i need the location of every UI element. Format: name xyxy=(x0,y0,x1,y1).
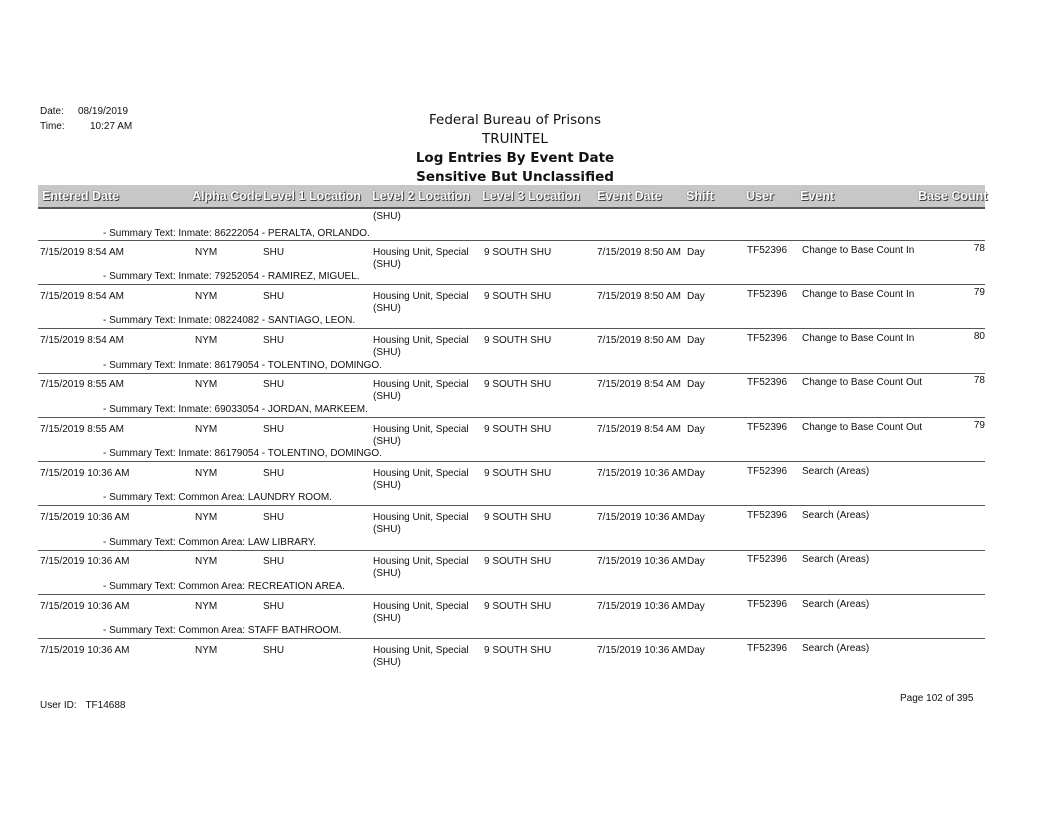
level3-location: 9 SOUTH SHU xyxy=(484,247,552,258)
user: TF52396 xyxy=(747,643,788,654)
level2-location: Housing Unit, Special (SHU) xyxy=(373,468,469,491)
level3-location: 9 SOUTH SHU xyxy=(484,291,552,302)
row-divider xyxy=(38,594,985,595)
user: TF52396 xyxy=(747,245,788,256)
entered-date: 7/15/2019 8:54 AM xyxy=(40,291,124,302)
event-date: 7/15/2019 8:50 AM xyxy=(597,247,681,258)
event: Change to Base Count In xyxy=(802,245,915,256)
event: Change to Base Count Out xyxy=(802,422,923,433)
summary-text: - Summary Text: Inmate: 69033054 - JORDAN, MARKEEM. xyxy=(103,404,368,415)
column-header-bar xyxy=(38,185,988,209)
level2-location: Housing Unit, Special (SHU) xyxy=(373,512,469,535)
alpha-code: NYM xyxy=(195,379,218,390)
summary-text: - Summary Text: Inmate: 79252054 - RAMIREZ, MIGUEL. xyxy=(103,271,360,282)
level1-location: SHU xyxy=(263,335,285,346)
summary-text: - Summary Text: Common Area: LAW LIBRARY. xyxy=(103,537,317,548)
level1-location: SHU xyxy=(263,424,285,435)
event-date: 7/15/2019 10:36 AM xyxy=(597,468,687,479)
row-divider xyxy=(38,638,985,639)
event-date: 7/15/2019 10:36 AM xyxy=(597,645,687,656)
date-value: 08/19/2019 xyxy=(78,106,129,117)
col-alpha-code: Alpha Code xyxy=(192,189,262,203)
row-divider xyxy=(38,505,985,506)
col-level2: Level 2 Location xyxy=(372,189,470,203)
row-divider xyxy=(38,417,985,418)
user: TF52396 xyxy=(747,510,788,521)
report-titles xyxy=(0,111,1030,187)
level1-location: SHU xyxy=(263,556,285,567)
event: Search (Areas) xyxy=(802,643,870,654)
level3-location: 9 SOUTH SHU xyxy=(484,601,552,612)
level1-location: SHU xyxy=(263,645,285,656)
entered-date: 7/15/2019 10:36 AM xyxy=(40,645,130,656)
event-date: 7/15/2019 10:36 AM xyxy=(597,601,687,612)
alpha-code: NYM xyxy=(195,424,218,435)
entered-date: 7/15/2019 8:54 AM xyxy=(40,247,124,258)
level3-location: 9 SOUTH SHU xyxy=(484,645,552,656)
level1-location: SHU xyxy=(263,601,285,612)
col-level1: Level 1 Location xyxy=(263,189,361,203)
alpha-code: NYM xyxy=(195,335,218,346)
col-entered-date: Entered Date xyxy=(42,189,120,203)
entered-date: 7/15/2019 10:36 AM xyxy=(40,556,130,567)
event-date: 7/15/2019 8:50 AM xyxy=(597,291,681,302)
entered-date: 7/15/2019 10:36 AM xyxy=(40,601,130,612)
summary-text: - Summary Text: Inmate: 86222054 - PERALTA, ORLANDO. xyxy=(103,228,370,239)
row-divider xyxy=(38,284,985,285)
level3-location: 9 SOUTH SHU xyxy=(484,335,552,346)
event-date: 7/15/2019 8:54 AM xyxy=(597,424,681,435)
level2-location: Housing Unit, Special (SHU) xyxy=(373,335,469,358)
carryover-text: (SHU) xyxy=(373,211,401,222)
user: TF52396 xyxy=(747,289,788,300)
base-count: 78 xyxy=(973,375,985,386)
col-event: Event xyxy=(800,189,835,203)
time-value: 10:27 AM xyxy=(90,121,133,132)
level2-location: Housing Unit, Special (SHU) xyxy=(373,424,469,447)
event-date: 7/15/2019 10:36 AM xyxy=(597,512,687,523)
org-title: Federal Bureau of Prisons xyxy=(429,112,601,128)
alpha-code: NYM xyxy=(195,601,218,612)
event: Search (Areas) xyxy=(802,599,870,610)
row-divider xyxy=(38,461,985,462)
entered-date: 7/15/2019 8:55 AM xyxy=(40,379,124,390)
shift: Day xyxy=(687,379,705,390)
base-count: 79 xyxy=(973,420,985,431)
col-user: User xyxy=(746,189,774,203)
user: TF52396 xyxy=(747,333,788,344)
alpha-code: NYM xyxy=(195,512,218,523)
level1-location: SHU xyxy=(263,247,285,258)
level2-location: Housing Unit, Special (SHU) xyxy=(373,379,469,402)
shift: Day xyxy=(687,335,705,346)
user-id-label: User ID: xyxy=(40,700,77,711)
shift: Day xyxy=(687,291,705,302)
user: TF52396 xyxy=(747,422,788,433)
level2-location: Housing Unit, Special (SHU) xyxy=(373,556,469,579)
event: Search (Areas) xyxy=(802,554,870,565)
summary-text: - Summary Text: Common Area: RECREATION AREA. xyxy=(103,581,345,592)
summary-text: - Summary Text: Inmate: 86179054 - TOLENTINO, DOMINGO. xyxy=(103,360,382,371)
shift: Day xyxy=(687,645,705,656)
alpha-code: NYM xyxy=(195,291,218,302)
event: Change to Base Count In xyxy=(802,289,915,300)
row-divider xyxy=(38,240,985,241)
level2-location: Housing Unit, Special (SHU) xyxy=(373,247,469,270)
event: Search (Areas) xyxy=(802,510,870,521)
entered-date: 7/15/2019 10:36 AM xyxy=(40,512,130,523)
level3-location: 9 SOUTH SHU xyxy=(484,379,552,390)
col-base-count: Base Count xyxy=(918,189,988,203)
system-title: TRUINTEL xyxy=(482,131,548,147)
alpha-code: NYM xyxy=(195,645,218,656)
user: TF52396 xyxy=(747,466,788,477)
shift: Day xyxy=(687,424,705,435)
entered-date: 7/15/2019 10:36 AM xyxy=(40,468,130,479)
event: Change to Base Count In xyxy=(802,333,915,344)
shift: Day xyxy=(687,512,705,523)
level3-location: 9 SOUTH SHU xyxy=(484,468,552,479)
summary-text: - Summary Text: Inmate: 08224082 - SANTIAGO, LEON. xyxy=(103,315,356,326)
event: Search (Areas) xyxy=(802,466,870,477)
row-divider xyxy=(38,550,985,551)
date-label: Date: xyxy=(40,106,64,117)
user: TF52396 xyxy=(747,377,788,388)
base-count: 79 xyxy=(973,287,985,298)
row-divider xyxy=(38,373,985,374)
summary-text: - Summary Text: Inmate: 86179054 - TOLENTINO, DOMINGO. xyxy=(103,448,382,459)
level1-location: SHU xyxy=(263,379,285,390)
report-title: Log Entries By Event Date xyxy=(415,150,615,166)
time-label: Time: xyxy=(40,121,65,132)
shift: Day xyxy=(687,247,705,258)
col-level3: Level 3 Location xyxy=(482,189,580,203)
level2-location: Housing Unit, Special (SHU) xyxy=(373,291,469,314)
event: Change to Base Count Out xyxy=(802,377,923,388)
page-number: Page 102 of 395 xyxy=(900,693,974,704)
col-shift: Shift xyxy=(686,189,714,203)
level1-location: SHU xyxy=(263,291,285,302)
summary-text: - Summary Text: Common Area: LAUNDRY ROOM. xyxy=(103,492,332,503)
user-id-value: TF14688 xyxy=(85,700,126,711)
base-count: 78 xyxy=(973,243,985,254)
classification-title: Sensitive But Unclassified xyxy=(416,169,614,185)
alpha-code: NYM xyxy=(195,556,218,567)
event-date: 7/15/2019 8:50 AM xyxy=(597,335,681,346)
alpha-code: NYM xyxy=(195,247,218,258)
summary-text: - Summary Text: Common Area: STAFF BATHROOM. xyxy=(103,625,342,636)
level2-location: Housing Unit, Special (SHU) xyxy=(373,645,469,668)
row-divider xyxy=(38,328,985,329)
event-date: 7/15/2019 8:54 AM xyxy=(597,379,681,390)
entered-date: 7/15/2019 8:55 AM xyxy=(40,424,124,435)
alpha-code: NYM xyxy=(195,468,218,479)
user: TF52396 xyxy=(747,599,788,610)
shift: Day xyxy=(687,601,705,612)
entered-date: 7/15/2019 8:54 AM xyxy=(40,335,124,346)
col-event-date: Event Date xyxy=(597,189,662,203)
level3-location: 9 SOUTH SHU xyxy=(484,556,552,567)
user: TF52396 xyxy=(747,554,788,565)
base-count: 80 xyxy=(973,331,985,342)
shift: Day xyxy=(687,468,705,479)
level1-location: SHU xyxy=(263,512,285,523)
level3-location: 9 SOUTH SHU xyxy=(484,512,552,523)
level2-location: Housing Unit, Special (SHU) xyxy=(373,601,469,624)
footer-user-id xyxy=(40,700,125,711)
level1-location: SHU xyxy=(263,468,285,479)
shift: Day xyxy=(687,556,705,567)
event-date: 7/15/2019 10:36 AM xyxy=(597,556,687,567)
level3-location: 9 SOUTH SHU xyxy=(484,424,552,435)
